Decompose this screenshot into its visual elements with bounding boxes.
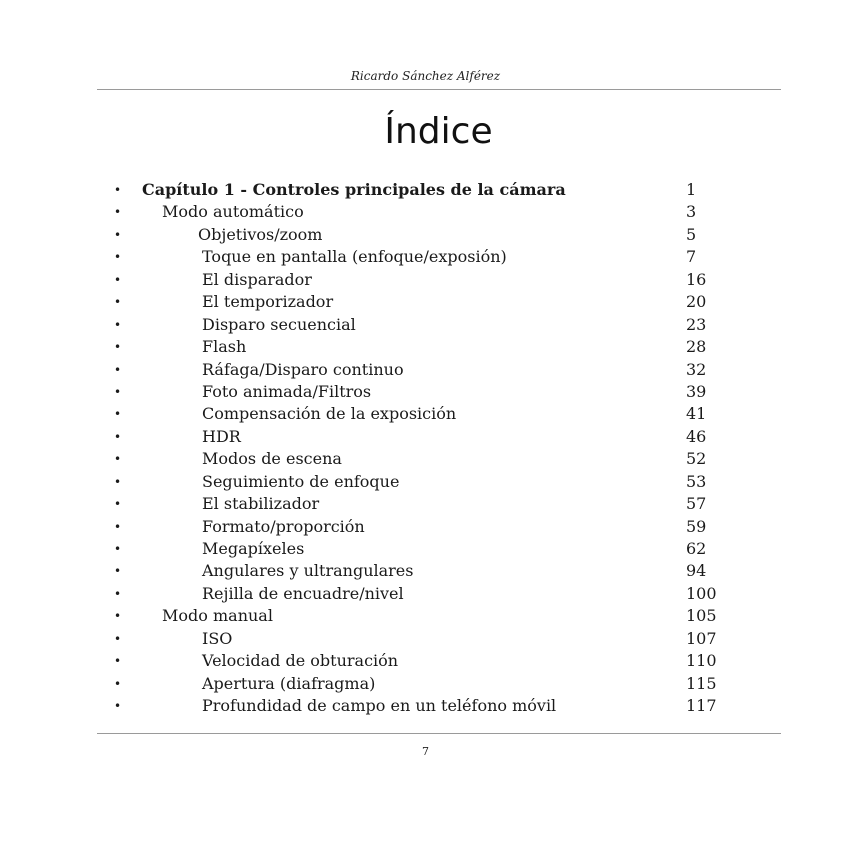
- toc-entry-title: El disparador: [202, 269, 312, 289]
- toc-entry-title: Modo manual: [162, 606, 273, 626]
- header-rule: [97, 89, 781, 90]
- toc-entry[interactable]: [0, 471, 851, 493]
- toc-entry-page: 107: [686, 628, 717, 648]
- toc-entry[interactable]: [0, 516, 851, 538]
- toc-entry[interactable]: [0, 538, 851, 560]
- toc-entry-page: 3: [686, 202, 697, 222]
- toc-entry-title: HDR: [202, 426, 241, 446]
- toc-entry-page: 5: [686, 224, 697, 244]
- toc-entry-page: 115: [686, 673, 717, 693]
- toc-entry-title: Flash: [202, 337, 247, 357]
- toc-entry-page: 117: [686, 696, 717, 716]
- toc-entry-title: El temporizador: [202, 292, 334, 312]
- toc-entry-title: Toque en pantalla (enfoque/exposión): [202, 247, 507, 267]
- toc-entry-title: Velocidad de obturación: [202, 651, 399, 671]
- toc-entry-title: Objetivos/zoom: [198, 224, 323, 244]
- toc-entry[interactable]: [0, 269, 851, 291]
- toc-entry-title: Capítulo 1 - Controles principales de la cámara: [142, 180, 566, 199]
- toc-entry-page: 41: [686, 404, 707, 424]
- toc-entry-page: 53: [686, 471, 707, 491]
- toc-entry[interactable]: [0, 179, 851, 201]
- toc-entry-page: 59: [686, 516, 707, 536]
- toc-entry[interactable]: [0, 448, 851, 470]
- toc-entry[interactable]: [0, 381, 851, 403]
- toc-entry-page: 20: [686, 292, 707, 312]
- toc-entry-page: 7: [686, 247, 697, 267]
- toc-entry-title: Angulares y ultrangulares: [202, 561, 414, 581]
- page-number: 7: [422, 745, 429, 758]
- toc-entry-page: 62: [686, 539, 707, 558]
- toc-entry-title: Ráfaga/Disparo continuo: [202, 359, 404, 379]
- bullet-icon: •: [114, 272, 122, 287]
- toc-entry[interactable]: [0, 246, 851, 268]
- table-of-contents: [0, 179, 851, 718]
- toc-entry-page: 23: [686, 314, 707, 334]
- toc-entry-page: 110: [686, 651, 717, 671]
- bullet-icon: •: [114, 452, 122, 467]
- toc-entry-title: ISO: [202, 628, 233, 648]
- bullet-icon: •: [114, 250, 122, 265]
- toc-entry-title: Modo automático: [162, 202, 304, 222]
- bullet-icon: •: [114, 205, 122, 220]
- toc-entry-page: 105: [686, 606, 717, 626]
- bullet-icon: •: [114, 676, 122, 691]
- toc-entry[interactable]: [0, 560, 851, 582]
- toc-entry-page: 57: [686, 494, 707, 514]
- toc-entry-title: El stabilizador: [202, 494, 320, 514]
- bullet-icon: •: [114, 340, 122, 355]
- toc-entry-title: Disparo secuencial: [202, 314, 356, 334]
- toc-entry[interactable]: [0, 673, 851, 695]
- bullet-icon: •: [114, 384, 122, 399]
- toc-entry[interactable]: [0, 336, 851, 358]
- bullet-icon: •: [114, 586, 122, 601]
- bullet-icon: •: [114, 654, 122, 669]
- bullet-icon: •: [114, 497, 122, 512]
- toc-entry-title: Formato/proporción: [202, 516, 365, 536]
- toc-entry-page: 28: [686, 337, 707, 357]
- toc-entry[interactable]: [0, 403, 851, 425]
- toc-entry[interactable]: [0, 493, 851, 515]
- toc-entry-page: 46: [686, 426, 707, 446]
- toc-entry-title: Foto animada/Filtros: [202, 381, 372, 401]
- toc-entry-title: Rejilla de encuadre/nivel: [202, 583, 404, 603]
- toc-entry-page: 32: [686, 359, 707, 379]
- toc-entry-title: Compensación de la exposición: [202, 404, 457, 424]
- toc-entry[interactable]: [0, 628, 851, 650]
- bullet-icon: •: [114, 317, 122, 332]
- bullet-icon: •: [114, 429, 122, 444]
- toc-entry[interactable]: [0, 583, 851, 605]
- bullet-icon: •: [114, 407, 122, 422]
- toc-entry-page: 100: [686, 583, 717, 603]
- bullet-icon: •: [114, 609, 122, 624]
- toc-entry[interactable]: [0, 359, 851, 381]
- toc-entry[interactable]: [0, 314, 851, 336]
- toc-entry-title: Apertura (diafragma): [202, 673, 376, 693]
- bullet-icon: •: [114, 474, 122, 489]
- toc-entry[interactable]: [0, 650, 851, 672]
- toc-entry[interactable]: [0, 426, 851, 448]
- footer-rule: [97, 733, 781, 734]
- bullet-icon: •: [114, 227, 122, 242]
- toc-entry-title: Megapíxeles: [202, 539, 305, 558]
- toc-entry-page: 39: [686, 381, 707, 401]
- toc-entry[interactable]: [0, 224, 851, 246]
- page-title: Índice: [384, 111, 493, 152]
- bullet-icon: •: [114, 699, 122, 714]
- toc-entry-page: 52: [686, 449, 707, 469]
- bullet-icon: •: [114, 542, 122, 556]
- toc-entry[interactable]: [0, 695, 851, 717]
- bullet-icon: •: [114, 183, 122, 197]
- toc-entry[interactable]: [0, 605, 851, 627]
- toc-entry-title: Profundidad de campo en un teléfono móvil: [202, 696, 557, 716]
- bullet-icon: •: [114, 631, 122, 646]
- bullet-icon: •: [114, 519, 122, 534]
- toc-entry-title: Seguimiento de enfoque: [202, 471, 400, 491]
- bullet-icon: •: [114, 564, 122, 579]
- bullet-icon: •: [114, 295, 122, 310]
- toc-entry[interactable]: [0, 291, 851, 313]
- toc-entry-page: 1: [686, 180, 697, 199]
- toc-entry[interactable]: [0, 201, 851, 223]
- bullet-icon: •: [114, 362, 122, 377]
- toc-entry-title: Modos de escena: [202, 449, 342, 469]
- toc-entry-page: 16: [686, 269, 707, 289]
- toc-entry-page: 94: [686, 561, 707, 581]
- running-header-author: Ricardo Sánchez Alférez: [350, 69, 501, 83]
